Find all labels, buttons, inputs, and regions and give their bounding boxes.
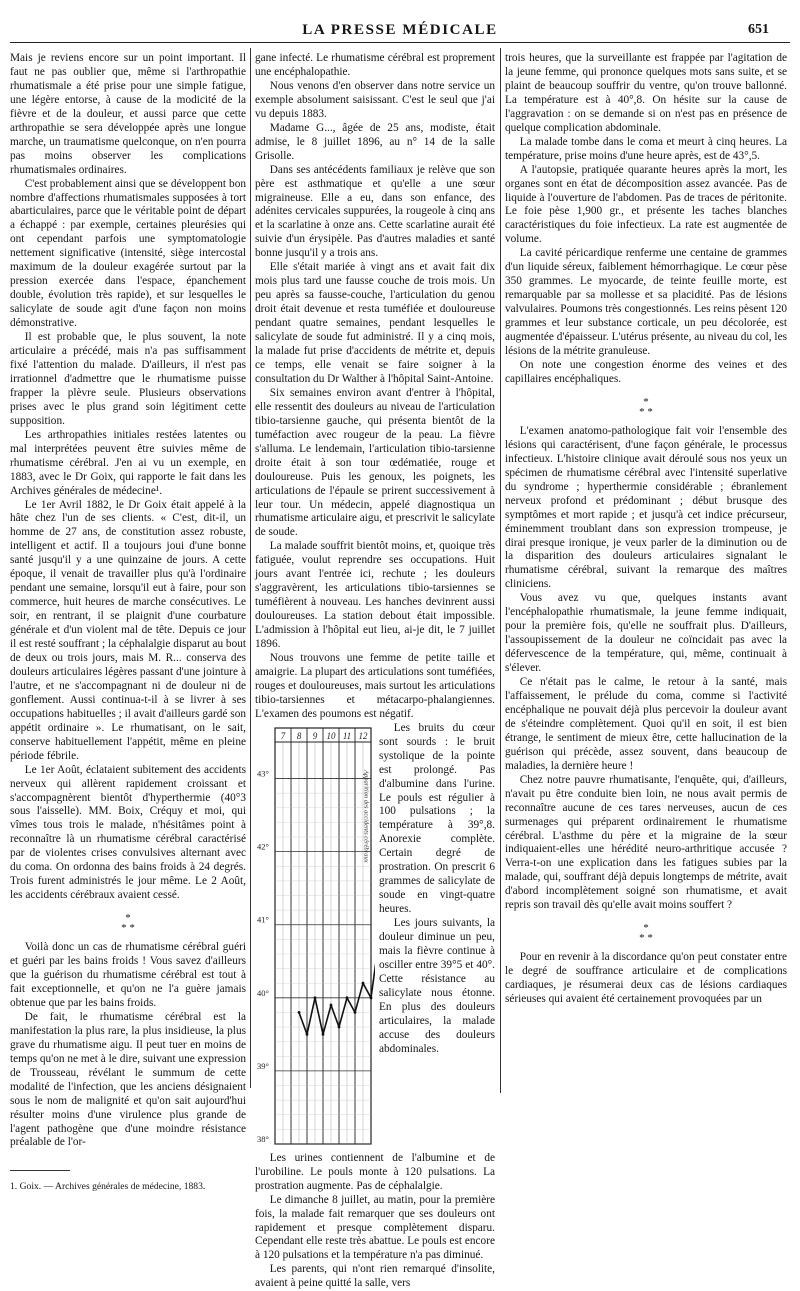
x-tick-label: 12 <box>358 730 368 741</box>
data-point <box>322 1033 325 1036</box>
paragraph: Les parents, qui n'ont rien remarqué d'insolite, avaient à peine quitté la salle, vers <box>255 1263 495 1290</box>
y-tick-label: 41° <box>257 914 269 925</box>
paragraph: Pour en revenir à la discordance qu'on peut constater entre le degré de souffrance articulaire et de complications cardiaques, je résumerai deux cas de lésions cardiaques sérieuses qui avaient été certainement provoquées par un <box>505 951 787 1006</box>
x-tick-label: 7 <box>280 730 286 741</box>
column-divider-1 <box>250 48 251 1088</box>
data-point <box>330 1003 333 1006</box>
footnote: 1. Goix. — Archives générales de médecine, 1883. <box>10 1181 206 1193</box>
footnote-rule <box>10 1170 70 1171</box>
paragraph: Nous venons d'en observer dans notre service un exemple absolument saisissant. C'est le seul que j'ai vu depuis 1883. <box>255 79 495 120</box>
paragraph: Dans ses antécédents familiaux je relève que son père est asthmatique et qu'elle a une sœur migraineuse. Elle a eu, dans son enfance, des adénites cervicales suppurées, la rougeole à cinq ans et la scarlatine à onze ans. Cette scarlatine aurait été suivie d'un érysipèle. Pas d'autres maladies et santé bonne jusqu'il y a trois ans. <box>255 163 495 260</box>
paragraph: C'est probablement ainsi que se développent bon nombre d'affections rhumatismales supposées à tort abarticulaires, parce que le véritable point de départ a échappé : par exemple, certaines pleurésies qui ont cependant parfois une symptomatologie nettement significative (intensité, siège intercostal maximum de la douleur exagérée surtout par la pression exercée dans l'espace, épanchement double, évolution très rapide), et sur lesquelles le salicylate de soude agit d'une façon non moins démonstrative. <box>10 177 246 330</box>
paragraph: Voilà donc un cas de rhumatisme cérébral guéri et guéri par les bains froids ! Vous savez d'ailleurs que la guérison du rhumatisme cérébral est tout à fait exceptionnelle, et qu'on ne l'a guère jamais obtenue que par les bains froids. <box>10 941 246 1009</box>
paragraph: Ce n'était pas le calme, le retour à la santé, mais l'affaissement, le prélude du coma, comme si l'activité encéphalique ne pouvait déjà plus percevoir la douleur avant de s'éteindre complètement. Quoi qu'il en soit, il est bien étrange, le sentiment de mieux être, cette hallucination de la guérison qui précède, assez souvent, dans beaucoup de maladies, la dernière heure ! <box>505 676 787 772</box>
section-separator: * * * <box>639 395 653 418</box>
data-point <box>346 996 349 999</box>
chart-block <box>255 722 495 1152</box>
running-header <box>0 22 800 42</box>
column-1 <box>10 52 246 1193</box>
column-2 <box>255 52 495 1291</box>
y-tick-label: 39° <box>257 1060 269 1071</box>
column-divider-2 <box>500 48 501 1093</box>
paragraph: Le dimanche 8 juillet, au matin, pour la première fois, la malade fait remarquer que ses douleurs ont rapidement et presque complètement disparu. Cependant elle reste très abattue. Le pouls est encore à 120 pulsations et la température n'a pas diminué. <box>255 1193 495 1262</box>
data-point <box>362 982 365 985</box>
paragraph: Le 1er Août, éclataient subitement des accidents nerveux qui allèrent rapidement croissant et s'accompagnèrent bientôt d'hyperthermie (40°3 sous l'aisselle). MM. Boix, Créquy et moi, qui vîmes tous trois le malade, n'hésitâmes point à reconnaître là un rhumatisme cérébral caractérisé par de violentes crises convulsives alternant avec du coma. On ordonna des bains froids à 24 degrés. Trois furent administrés le jour même. Le 2 Août, les accidents cérébraux avaient cessé. <box>10 763 246 902</box>
section-separator: * * * <box>121 912 135 935</box>
paragraph: La malade souffrit bientôt moins, et, quoique très fatiguée, voulut reprendre ses occupations. Huit jours avant l'entrée ici, rechute ; les douleurs s'aggravèrent, les articulations tibio-tarsiennes se tuméfièrent à nouveau. Les hanches devinrent aussi douloureuses. La station debout était impossible. L'admission à l'hôpital eut lieu, ai-je dit, le 7 juillet 1896. <box>255 540 495 651</box>
chart-annotation: Apparition des accidents cérébraux <box>362 769 370 863</box>
paragraph: Vous avez vu que, quelques instants avant l'encéphalopathie rhumatismale, la jeune femme indiquait, pour la première fois, qu'elle ne souffrait plus. D'ailleurs, l'assoupissement de la douleur ne coïncidait pas avec la défervescence de la température, qui, même, continuait à s'élever. <box>505 592 787 675</box>
x-tick-label: 10 <box>326 730 336 741</box>
x-tick-label: 11 <box>342 730 352 741</box>
paragraph: Mais je reviens encore sur un point important. Il faut ne pas oublier que, même si l'arthropathie rhumatismale a été prise pour une simple fatigue, une légère entorse, à cause de la modicité de la fièvre et de la douleur, et aussi parce que cette arthropathie se sera développée après une longue marche, un traumatisme quelconque, on n'en pourra pas moins observer les complications rhumatismales ordinaires. <box>10 52 246 176</box>
data-point <box>354 1011 357 1014</box>
paragraph: Les jours suivants, la douleur diminue un peu, mais la fièvre continue à osciller entre 39°5 et 40°. Cette résistance au salicylate nous étonne. En plus des douleurs articulaires, la malade accuse des douleurs abdominales. <box>379 917 495 1055</box>
y-tick-label: 40° <box>257 987 269 998</box>
paragraph: Les bruits du cœur sont sourds : le bruit systolique de la pointe est prolongé. Pas d'albumine dans l'urine. Le pouls est régulier à 100 pulsations ; la température à 39°,8. Anorexie complète. Certain degré de prostration. On prescrit 6 grammes de salicylate de soude en vingt-quatre heures. <box>379 721 495 916</box>
paragraph: La malade tombe dans le coma et meurt à cinq heures. La température, prise moins d'une heure après, est de 43°,5. <box>505 135 787 162</box>
paragraph: Elle s'était mariée à vingt ans et avait fait dix mois plus tard une fausse couche de trois mois. Un peu après sa fausse-couche, l'articulation du genou droit était devenue et resta tuméfiée et douloureuse pendant quatre semaines, pendant lesquelles le salicylate de soude fut administré. Il y a cinq mois, la malade fut prise d'accidents de métrite et, depuis ce temps, elle venait se faire soigner à la consultation du Dr Walther à l'hôpital Saint-Antoine. <box>255 261 495 385</box>
paragraph: Nous trouvons une femme de petite taille et amaigrie. La plupart des articulations sont tuméfiées, rouges et douloureuses, mais surtout les articulations tibio-tarsiennes et métacarpo-phalangiennes. L'examen des poumons est négatif. <box>255 651 495 720</box>
y-tick-label: 42° <box>257 841 269 852</box>
data-point <box>306 1033 309 1036</box>
paragraph: La cavité péricardique renferme une centaine de grammes d'un liquide séreux, faiblement hémorrhagique. Le cœur pèse 350 grammes. Le myocarde, de teinte feuille morte, est remarquable par sa mollesse et sa placidité. Pas de lésions valvulaires. Poumons très congestionnés. Les reins pèsent 120 grammes et leur substance corticale, un peu décolorée, est augmentée d'épaisseur. L'utérus présente, au niveau du col, les lésions de la métrite granuleuse. <box>505 247 787 358</box>
paragraph: trois heures, que la surveillante est frappée par l'agitation de la jeune femme, qui prononce quelques mots sans suite, et se plaint de beaucoup souffrir du ventre, qu'on trouve ballonné. La température est à 40°,8. On hésite sur la cause de l'aggravation : on se demande si on n'est pas en présence de quelque complication abdominale. <box>505 52 787 134</box>
paragraph: Six semaines environ avant d'entrer à l'hôpital, elle ressentit des douleurs au niveau de l'articulation tibio-tarsienne gauche, qui présenta bientôt de la tuméfaction avec rougeur de la peau. La fièvre s'alluma. Le lendemain, l'articulation tibio-tarsienne droite était à son tour œdématiée, rouge et douloureuse. Puis les genoux, les poignets, les articulations de l'épaule se prirent successivement à leur tour. Un médecin, appelé diagnostiqua un rhumatisme articulaire aigu, et prescrivit le salicylate de soude. <box>255 386 495 539</box>
page-number: 651 <box>748 22 769 37</box>
paragraph: On note une congestion énorme des veines et des capillaires encéphaliques. <box>505 358 787 385</box>
data-point <box>298 1011 301 1014</box>
paragraph: A l'autopsie, pratiquée quarante heures après la mort, les organes sont en état de décomposition assez avancée. Pas de liquide à l'ouverture de l'abdomen. Pas de traces de péritonite. Le foie pèse 1,900 gr., et présente les taches blanches caractéristiques du foie infectieux. La rate est augmentée de volume. <box>505 163 787 246</box>
paragraph: L'examen anatomo-pathologique fait voir l'ensemble des lésions qui caractérisent, d'une façon générale, le processus infectieux. L'histoire clinique avait déroulé sous nos yeux un spécimen de rhumatisme cérébral avec l'intensité superlative du syndrome ; hyperthermie considérable ; ébranlement nerveux profond et prédominant ; début brusque des symptômes et mort rapide ; et jusqu'à cet indice précurseur, éminemment troublant dans son expression trompeuse, je dirai presque ironique, je veux parler de la diminution ou de la disparition des douleurs articulaires signalant le rhumatisme cérébral, suivant la remarque des maîtres cliniciens. <box>505 424 787 591</box>
header-rule <box>10 42 790 43</box>
temperature-chart <box>255 724 375 1146</box>
section-separator: * * * <box>639 922 653 945</box>
journal-title: LA PRESSE MÉDICALE <box>302 22 498 38</box>
paragraph: Il est probable que, le plus souvent, la note articulaire a précédé, mais n'a pas suffisamment fixé l'attention du malade. D'ailleurs, il n'est pas irrationnel d'admettre que le rhumatisme puisse frapper la plèvre seule. Plusieurs observations prises avec le plus grand soin légitiment cette supposition. <box>10 331 246 427</box>
data-point <box>338 1025 341 1028</box>
paragraph: gane infecté. Le rhumatisme cérébral est proprement une encéphalopathie. <box>255 52 495 78</box>
chart-side-text <box>379 722 495 1057</box>
x-tick-label: 8 <box>296 730 302 741</box>
paragraph: Les arthropathies initiales restées latentes ou mal interprétées peuvent être suivies même de rhumatisme cérébral. J'en ai vu un exemple, en 1883, avec le Dr Goix, qui rapporte le fait dans les Archives générales de médecine¹. <box>10 428 246 497</box>
x-tick-label: 9 <box>312 730 318 741</box>
paragraph: Chez notre pauvre rhumatisante, l'enquête, qui, d'ailleurs, n'avait pu être conduite bien loin, ne nous avait permis de reconnaître aucune de ces tares nerveuses, aucun de ces surmenages qui préparent ordinairement le rhumatisme cérébral. L'asthme du père et la migraine de la sœur indiquaient-elles une hérédité neuro-arthritique accusée ? Verra-t-on une explication dans les fatigues subies par la malade, qui, souffrant déjà depuis longtemps de métrite, avait d'abord incomplètement soigné son rhumatisme, et avait repris son travail dès qu'elle avait moins souffert ? <box>505 773 787 912</box>
data-point <box>314 996 317 999</box>
y-tick-label: 43° <box>257 768 269 779</box>
y-tick-label: 38° <box>257 1133 269 1144</box>
paragraph: Le 1er Avril 1882, le Dr Goix était appelé à la hâte chez l'un de ses clients. « C'est, dit-il, un homme de 27 ans, de constitution assez robuste, intelligent et actif. Il a toujours joui d'une bonne santé jusqu'il y a une quinzaine de jours. A cette époque, il venait de travailler plus qu'à l'ordinaire pendant une semaine, lorsqu'il eut à faire, pour son commerce, huit heures de marche consécutives. Le soir, en rentrant, il se plaignit d'une courbature générale et d'un violent mal de tête. Depuis ce jour il est resté souffrant ; la céphalalgie disparut au bout de deux ou trois jours, mais M. R... conserva des douleurs articulaires légères passant d'une jointure à l'autre, et ne s'accompagnant ni de douleur ni de gonflement. Aussi continua-t-il à se livrer à ses occupations habituelles ; il avait d'ailleurs gardé son appétit ordinaire ». Le rhumatisant, on le sait, conserve habituellement l'appétit, même en pleine période fébrile. <box>10 498 247 762</box>
column-3 <box>505 52 787 1007</box>
paragraph: Madame G..., âgée de 25 ans, modiste, était admise, le 8 juillet 1896, au n° 14 de la salle Grisolle. <box>255 121 495 162</box>
data-point <box>370 996 373 999</box>
paragraph: Les urines contiennent de l'albumine et de l'urobiline. Le pouls monte à 120 pulsations. La prostration augmente. Pas de céphalalgie. <box>255 1151 495 1192</box>
paragraph: De fait, le rhumatisme cérébral est la manifestation la plus rare, la plus insidieuse, la plus grave du rhumatisme aigu. Il peut tuer en moins de temps qu'on ne met à le dire, suivant une expression de Trousseau, révélant le summum de cette modalité de l'infection, que les anciens désignaient sous le nom de malignité et qu'on sait aujourd'hui résulter moins d'une virulence plus grande de l'agent pathogène que d'une moindre résistance préalable de l'or- <box>10 1010 246 1149</box>
